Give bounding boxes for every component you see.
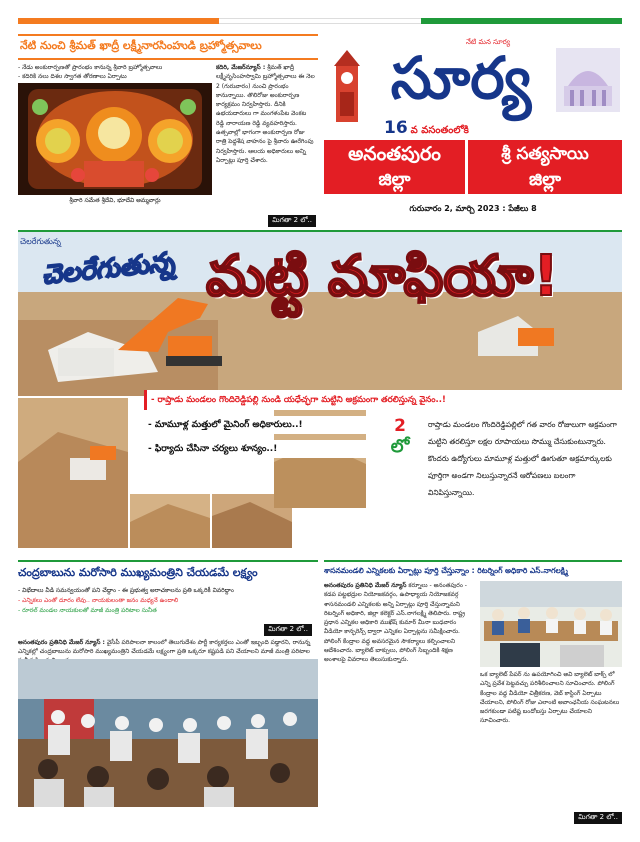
banner-bullet: - మామూళ్ల మత్తులో మైనింగ్ అధికారులు..! [144,416,372,434]
right-story-body: కర్నూలు - అనంతపురం - కడప పట్టభద్రుల నియోజకవర్గం, ఉపాధ్యాయ నియోజకవర్గ శాసనమండలి ఎన్నికలకు అన్ని ఏర్పాట్లు పూర్తి చేస్తున్నామని రిటర్నింగ్ అధికారి, జిల్లా కలెక్టర్ ఎస్.నాగలక్ష్మి తెలిపారు. రాష్ట్ర ప్రధాన ఎన్నికల అధికారి ముఖేష్ కుమార్ మీనా బుధవారం వీడియో కాన్ఫరెన్స్ ద్వారా ఎన్నికల ఏర్పాట్లను సమీక్షించారు. పోలింగ్ కేంద్రాల వద్ద అవసరమైన సౌకర్యాలు కల్పించాలని ఆదేశించారు. బ్యాలెట్ బాక్సులు, పోలింగ్ సిబ్బందికి శిక్షణ అంశాలపై వివరాలు తెలుసుకున్నారు. [324,582,467,664]
continued-on-page-link[interactable]: మిగతా 2 లో.. [264,624,312,636]
top-story-bullet: - కదిరికి నలు దిశల స్వాగత తోరణాలు ఏర్పాటు [18,73,127,80]
deity-photo-caption: శ్రీవారి సమేత శ్రీదేవి, భూదేవి అమ్మవార్లు [69,197,161,204]
banner-prefix-large: చెలరేగుతున్న [40,247,176,291]
anniversary-text: వ వసంతంలోకి [410,125,469,136]
banner-prefix: చెలరేగుతున్న [20,237,61,246]
right-story-dateline: అనంతపురం ప్రతినిధి మేజర్ న్యూస్ [324,582,407,589]
left-story [18,560,318,830]
masthead-title: సూర్య [390,44,532,112]
anniversary-number: 16 [384,118,408,138]
banner-subhead: - రాప్తాడు మండలం గొందిరెడ్డిపల్లి నుండి యధేచ్ఛగా మట్టిని అక్రమంగా తరలిస్తున్న వైనం..! [144,390,622,410]
deity-photo [18,83,212,195]
left-story-bullet: - విభేదాలు వీడి సమన్వయంతో పని చేద్దాం - ఈ ప్రభుత్వ అరాచకాలను ప్రతి ఒక్కరికీ వివరిద్దాం [18,587,234,594]
assembly-building-icon [556,48,620,112]
meeting-photo [18,659,318,807]
district-sathyasai-suffix: జిల్లా [528,169,561,190]
left-story-bullet: - ఎన్నికలు ఎంతో దూరం లేవు.. నాయకులంతా జనం మధ్యనే ఉందాలి [18,597,179,604]
top-story-headline: నేటి నుంచి శ్రీమత్ ఖాద్రీ లక్ష్మీనారసింహుడి బ్రహ్మోత్సవాలు [18,36,318,60]
district-box-sathyasai [468,140,622,194]
clock-tower-icon [330,50,364,122]
right-story-headline: శాసనమండలి ఎన్నికలకు ఏర్పాట్లు పూర్తి చేస్తున్నాం : రిటర్నింగ్ అధికారి ఎస్.నాగలక్ష్మి [324,566,568,575]
district-sathyasai: శ్రీ సత్యసాయి [501,144,589,164]
top-story-dateline: కదిరి, మేజర్‌న్యూస్ : [216,64,266,71]
continued-on-page-link[interactable]: మిగతా 2 లో.. [574,812,622,824]
anniversary-line [384,118,469,138]
left-story-body: వైసీపీ పరిపాలనా కాలంలో తెలుగుదేశం పార్టీ కార్యకర్తలు ఎంతో ఇబ్బంది పడ్డారని, రానున్న ఎన్నికల్లో చంద్రబాబును మరోసారి ముఖ్యమంత్రిని చేయడమే లక్ష్యంగా ప్రతి ఒక్కరూ కష్టపడి పని చేయాలని మాజీ మంత్రి పరిటాల [18,639,311,655]
tricolor-rule [18,18,622,24]
district-anantapur: అనంతపురం [348,143,441,165]
top-story-bullet: - నేడు అంకురార్పణతో ప్రారంభం కానున్న శ్రీవారి బ్రహ్మోత్సవాలు [18,64,163,71]
edition-dateline: గురువారం 2, మార్చి 2023 : పేజీలు 8 [409,204,537,213]
district-box-anantapur [324,140,468,194]
right-story-body-continued: ఒక బ్యాలెట్ పేపర్ ను ఉపయోగించి అవి బ్యాలెట్ బాక్స్ లో ఎన్ని ప్రవేశ పెట్టవచ్చు పరిశీలించాలని సూచించారు. పోలింగ్ కేంద్రాల వద్ద వీడియో చిత్రీకరణ, వెబ్ కాస్టింగ్ ఏర్పాటు చేయాలని, పోలింగ్ రోజు ఎలాంటి అవాంఛనీయ సంఘటనలు జరగకుండా పటిష్ట బందోబస్తు ఏర్పాటు చేయాలని సూచించారు. [480,671,620,725]
continued-page-suffix: లో [390,436,410,457]
district-anantapur-suffix: జిల్లా [378,169,411,190]
left-story-dateline: అనంతపురం ప్రతినిధి మేజర్ న్యూస్ : [18,639,105,646]
masthead [324,34,622,224]
continued-on-page-link[interactable]: మిగతా 2 లో.. [268,215,316,227]
banner-headline: మట్టి మాఫియా! [206,244,559,309]
right-story [324,560,622,830]
banner-bullet: - ఫిర్యాదు చేసినా చర్యలు శూన్యం..! [144,440,372,458]
banner-story [18,230,622,552]
video-conference-photo [480,581,622,667]
banner-body: రాప్తాడు మండలం గొందిరెడ్డిపల్లిలో గత వారం రోజులుగా అక్రమంగా మట్టిని తరలిస్తూ లక్షల రూపాయలు సొమ్ము చేసుకుంటున్నారు. కొందరు ఉద్యోగులు మామూళ్ల మత్తులో ఊగుతూ అక్రమార్కులకు పూర్తిగా అండగా నిలుస్తున్నారనే ఆరోపణలు బలంగా వినిపిస్తున్నాయి. [428,420,617,497]
top-story-body: శ్రీమత్ ఖాద్రీ లక్ష్మీనృసింహస్వామి బ్రహ్మోత్సవాలు ఈ నెల 2 (గురువారం) నుంచి ప్రారంభం కానున్నాయి. తొలిరోజు అంకురార్పణ కార్యక్రమం నిర్వహిస్తారు. దీనికి ఉభయదారులు గా మంగళంపేట వెంకట రెడ్డి నారాయణ రెడ్డి వ్యవహరిస్తారు. ఉత్సవాల్లో భాగంగా అంకురార్పణ రోజు రాత్రి పెద్దశేష వాహనం పై శ్రీవారు ఊరేగింపు నిర్వహిస్తారు. ఆలయ అధికారులు అన్ని ఏర్పాట్లు పూర్తి చేశారు. [216,64,315,164]
left-story-bullet: - రూరల్ మండల నాయకులతో మాజీ మంత్రి పరిటాల సునీత [18,607,157,614]
continued-page-badge[interactable] [380,416,420,480]
left-story-headline: చంద్రబాబును మరోసారి ముఖ్యమంత్రిని చేయడమే లక్ష్యం [18,566,258,579]
top-story [18,34,318,224]
continued-page-number: 2 [394,416,406,436]
masthead-tagline: నేటి మన సూర్య [466,38,511,46]
